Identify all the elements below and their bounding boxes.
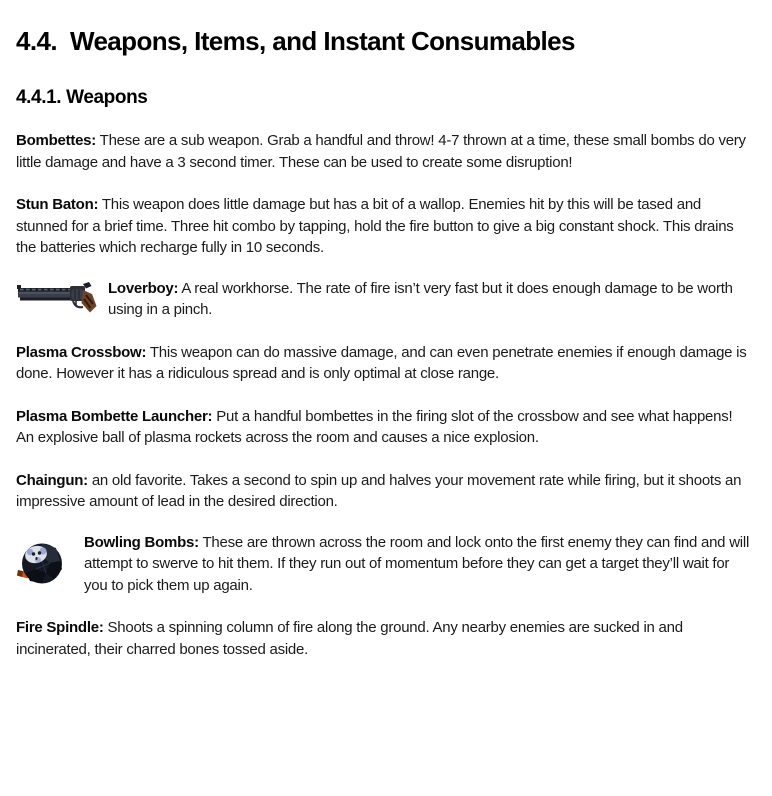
entry-label: Stun Baton:: [16, 196, 99, 213]
section-heading: [16, 26, 750, 56]
subsection-number: 4.4.1.: [16, 87, 62, 108]
entry-text: Shoots a spinning column of fire along the ground. Any nearby enemies are sucked in and incinerated, their charred bones tossed aside.: [16, 619, 683, 658]
entry-text: an old favorite. Takes a second to spin up and halves your movement rate while firing, but it shoots an impressive amount of lead in the desired direction.: [16, 471, 742, 510]
entry-text: These are thrown across the room and lock onto the first enemy they can find and will attempt to swerve to hit them. If they run out of momentum before they can get a target they’ll wait for you to pick them up again.: [84, 533, 750, 594]
subsection-title: Weapons: [66, 87, 148, 108]
entry-loverboy: [108, 278, 750, 321]
bowling-bomb-image: [16, 539, 84, 589]
document-page: [0, 26, 772, 796]
subsection-heading: [16, 87, 750, 109]
entry-text: These are a sub weapon. Grab a handful and throw! 4-7 thrown at a time, these small bombs do very little damage and have a 3 second timer. These can be used to create some disruption!: [16, 132, 746, 171]
entry-bowling-bombs: [84, 532, 750, 597]
section-title: Weapons, Items, and Instant Consumables: [69, 26, 575, 56]
section-number: 4.4.: [16, 26, 57, 56]
entry-loverboy-row: [16, 278, 750, 321]
entry-bombettes: [16, 130, 750, 173]
entry-label: Loverboy:: [108, 279, 179, 297]
entry-chaingun: [16, 470, 750, 513]
entry-text: This weapon can do massive damage, and can even penetrate enemies if enough damage is done. However it has a ridiculous spread and is only optimal at close range.: [16, 343, 747, 382]
entry-label: Chaingun:: [16, 471, 88, 489]
entry-fire-spindle: [16, 617, 750, 660]
revolver-image: [16, 281, 108, 317]
entry-text: A real workhorse. The rate of fire isn’t very fast but it does enough damage to be worth using in a pinch.: [108, 279, 733, 318]
entry-bowling-bombs-row: [16, 532, 750, 597]
entry-label: Plasma Bombette Launcher:: [16, 407, 213, 425]
entry-text: This weapon does little damage but has a bit of a wallop. Enemies hit by this will be tased and stunned for a brief time. Three hit combo by tapping, hold the fire button to give a big constant shock. This drains the batteries which recharge fully in 10 seconds.: [16, 196, 734, 256]
entry-plasma-crossbow: [16, 342, 750, 385]
entry-stun-baton: [16, 194, 750, 259]
entry-text: Put a handful bombettes in the firing slot of the crossbow and see what happens! An explosive ball of plasma rockets across the room and causes a nice explosion.: [16, 407, 733, 446]
entry-plasma-bombette-launcher: [16, 406, 750, 449]
entry-label: Plasma Crossbow:: [16, 343, 147, 361]
entry-label: Fire Spindle:: [16, 619, 104, 636]
entry-label: Bowling Bombs:: [84, 533, 199, 551]
entry-label: Bombettes:: [16, 132, 97, 149]
